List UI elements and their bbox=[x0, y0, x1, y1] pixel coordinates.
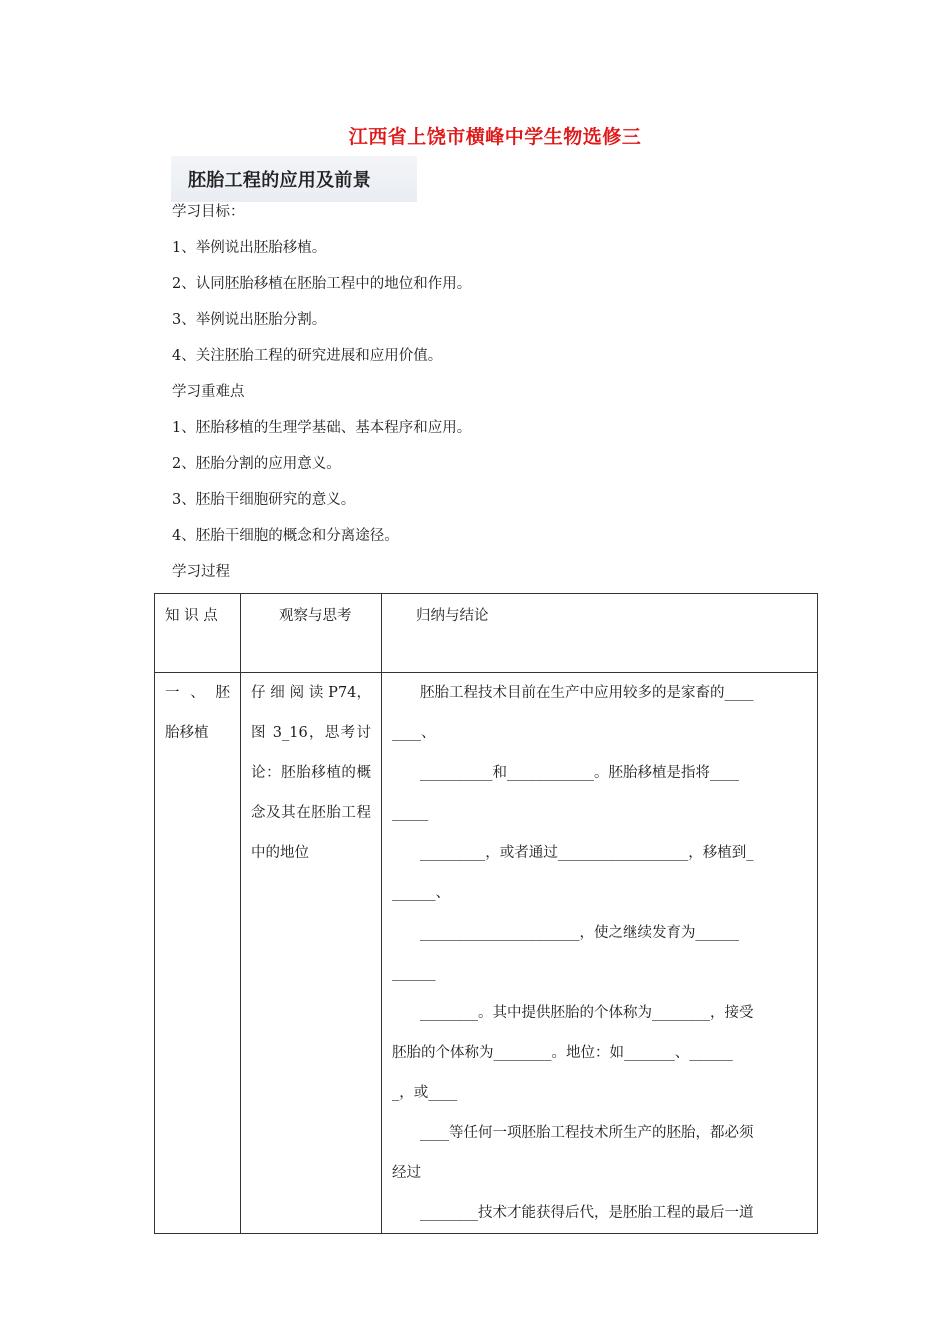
key-point-item: 3、胚胎干细胞研究的意义。 bbox=[172, 492, 356, 508]
conclusion-line: ____等任何一项胚胎工程技术所生产的胚胎，都必须 bbox=[420, 1125, 754, 1141]
key-point-item: 2、胚胎分割的应用意义。 bbox=[172, 456, 341, 472]
document-subtitle: 胚胎工程的应用及前景 bbox=[188, 170, 371, 191]
objective-item: 1、举例说出胚胎移植。 bbox=[172, 240, 327, 256]
conclusion-line: ____、 bbox=[392, 725, 436, 741]
observe-cell bbox=[241, 673, 382, 1234]
key-points-heading: 学习重难点 bbox=[172, 384, 245, 400]
table-header-row bbox=[155, 594, 818, 673]
observe-text: 仔 细 阅 读 P74，图 3_16，思考讨论：胚胎移植的概念及其在胚胎工程中的地位 bbox=[251, 685, 371, 861]
key-point-item: 4、胚胎干细胞的概念和分离途径。 bbox=[172, 528, 399, 544]
header-cell-observe bbox=[241, 594, 382, 673]
conclusion-line: 经过 bbox=[392, 1165, 421, 1181]
conclusion-line: _________，或者通过__________________，移植到_ bbox=[420, 845, 754, 861]
knowledge-point-cell bbox=[155, 673, 241, 1234]
conclusion-line: __________和____________。胚胎移植是指将____ bbox=[420, 765, 739, 781]
header-cell-knowledge bbox=[155, 594, 241, 673]
conclusion-line: ______________________，使之继续发育为______ bbox=[420, 925, 739, 941]
process-heading: 学习过程 bbox=[172, 564, 230, 580]
conclusion-line: ________技术才能获得后代，是胚胎工程的最后一道 bbox=[420, 1205, 754, 1221]
knowledge-point-text: 一 、 胚胎移植 bbox=[165, 685, 230, 741]
learning-process-table bbox=[154, 593, 818, 1234]
objectives-heading: 学习目标： bbox=[172, 204, 245, 220]
column-header-knowledge: 知 识 点 bbox=[165, 608, 218, 624]
conclusion-line: 胚胎工程技术目前在生产中应用较多的是家畜的____ bbox=[420, 685, 754, 701]
conclusion-line: ________。其中提供胚胎的个体称为________，接受 bbox=[420, 1005, 754, 1021]
conclusion-line: 胚胎的个体称为________。地位：如_______、______ bbox=[392, 1045, 733, 1061]
column-header-conclusion: 归纳与结论 bbox=[416, 608, 489, 624]
conclusion-line: _，或____ bbox=[392, 1085, 458, 1101]
document-title: 江西省上饶市横峰中学生物选修三 bbox=[348, 126, 642, 148]
conclusion-line: ______ bbox=[392, 965, 436, 981]
conclusion-cell bbox=[382, 673, 818, 1234]
header-cell-conclusion bbox=[382, 594, 818, 673]
key-point-item: 1、胚胎移植的生理学基础、基本程序和应用。 bbox=[172, 420, 472, 436]
conclusion-line: _____ bbox=[392, 805, 429, 821]
conclusion-line: ______、 bbox=[392, 885, 450, 901]
objective-item: 3、举例说出胚胎分割。 bbox=[172, 312, 327, 328]
column-header-observe: 观察与思考 bbox=[279, 608, 352, 624]
table-row bbox=[155, 673, 818, 1234]
objective-item: 2、认同胚胎移植在胚胎工程中的地位和作用。 bbox=[172, 276, 472, 292]
objective-item: 4、关注胚胎工程的研究进展和应用价值。 bbox=[172, 348, 443, 364]
